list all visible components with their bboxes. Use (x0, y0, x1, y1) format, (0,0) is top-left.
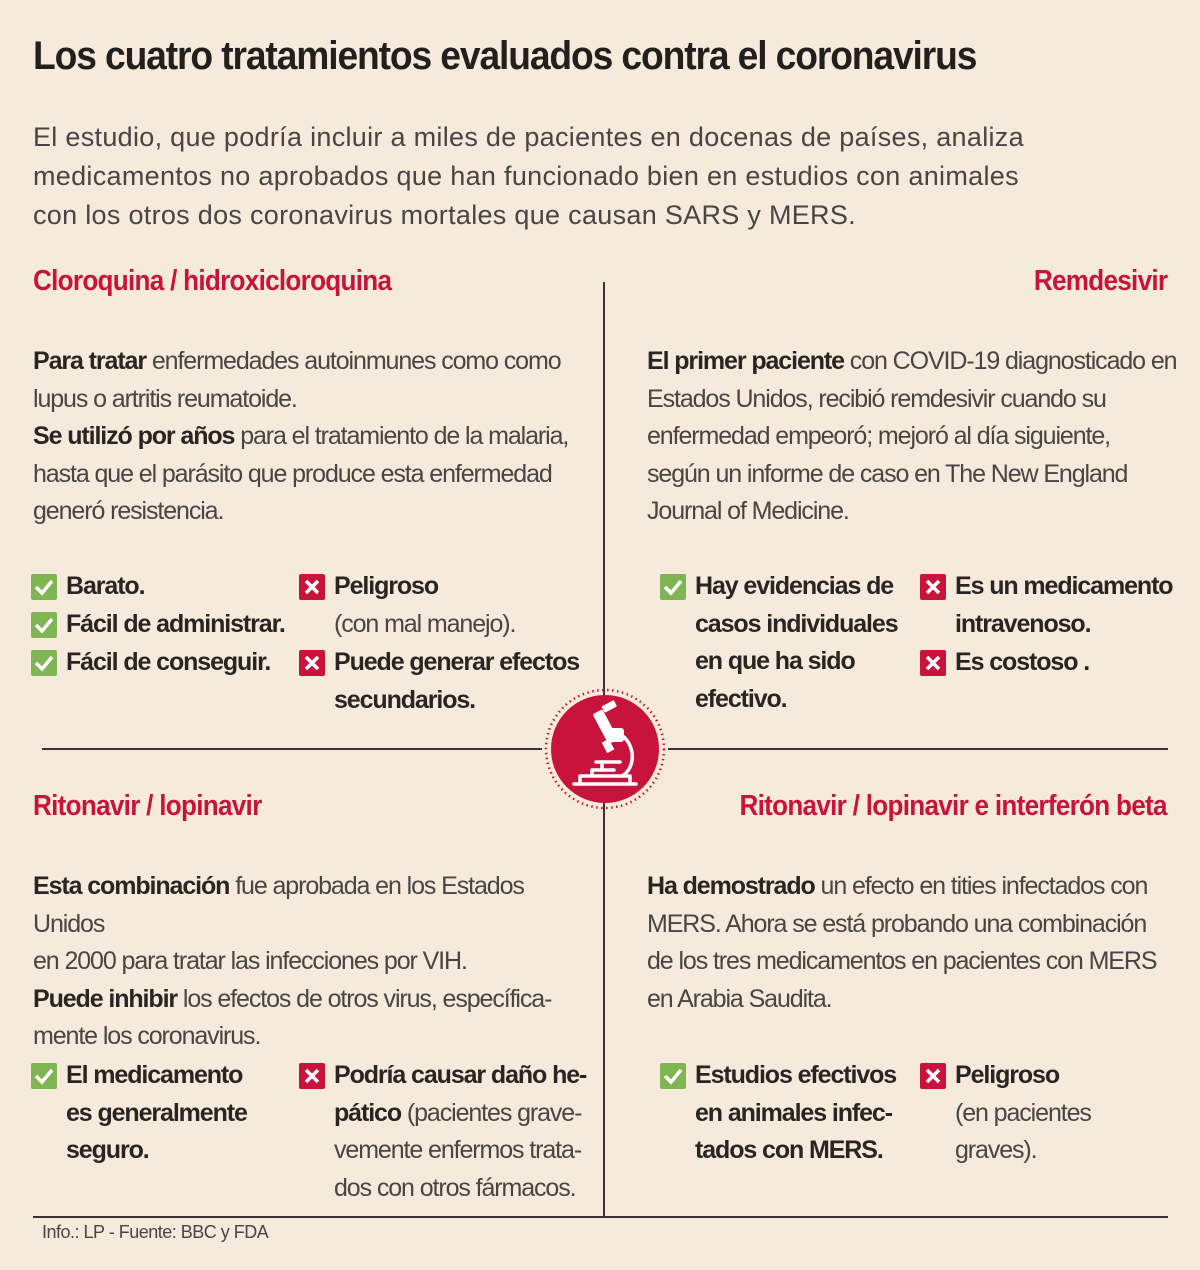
bottom-divider (33, 1216, 1168, 1218)
pro-text: en que ha sido (695, 647, 855, 675)
con-text: Peligroso (955, 1061, 1060, 1089)
check-icon (31, 1063, 57, 1089)
con-text: intravenoso. (955, 609, 1091, 638)
con-item (920, 644, 1089, 682)
desc-text: fue aprobada en los Estados Unidos (33, 872, 524, 938)
con-text: (con mal manejo). (334, 609, 516, 638)
check-icon (660, 1063, 686, 1089)
desc-text: enfermedades autoinmunes como como (145, 347, 561, 375)
intro-line: con los otros dos coronavirus mortales que causan SARS y MERS. (33, 200, 856, 230)
desc-text: en 2000 para tratar las infecciones por VIH. (33, 947, 467, 975)
cross-icon (299, 650, 325, 676)
pro-text: Hay evidencias de (695, 572, 894, 600)
con-text: Podría causar daño he- (334, 1061, 587, 1089)
pro-text: efectivo. (695, 684, 787, 713)
panel-title-ritonavir: Ritonavir / lopinavir (33, 790, 262, 822)
pro-item (31, 1057, 247, 1170)
desc-text: hasta que el parásito que produce esta enfermedad (33, 459, 552, 488)
desc-text: mente los coronavirus. (33, 1022, 261, 1050)
con-text: graves). (955, 1136, 1037, 1164)
desc-text: un efecto en tities infectados con (814, 872, 1148, 900)
con-text: (pacientes grave- (401, 1098, 582, 1127)
con-item (299, 644, 579, 719)
pro-item (660, 1057, 896, 1170)
pro-text: en animales infec- (695, 1098, 892, 1127)
cross-icon (920, 650, 946, 676)
con-text: Es un medicamento (955, 572, 1173, 600)
desc-text: generó resistencia. (33, 497, 224, 525)
desc-text: lupus o artritis reumatoide. (33, 384, 297, 413)
panel-title-remdesivir: Remdesivir (1033, 265, 1167, 297)
intro-line: medicamentos no aprobados que han funcionado bien en estudios con animales (33, 161, 1019, 191)
intro-line: El estudio, que podría incluir a miles de pacientes en docenas de países, analiza (33, 122, 1024, 152)
desc-bold: Esta combinación (33, 872, 230, 900)
pro-item (31, 568, 144, 606)
desc-text: con COVID-19 diagnosticado en (843, 347, 1177, 375)
pro-text: Fácil de conseguir. (66, 648, 271, 676)
panel-desc-remdesivir (647, 343, 1182, 531)
panel-title-interferon: Ritonavir / lopinavir e interferón beta (739, 790, 1167, 822)
desc-text: Estados Unidos, recibió remdesivir cuando su (647, 384, 1106, 413)
check-icon (31, 612, 57, 638)
pro-text: seguro. (66, 1136, 149, 1164)
pro-text: El medicamento (66, 1061, 243, 1089)
desc-text: enfermedad empeoró; mejoró al día siguiente, (647, 422, 1111, 450)
desc-text: Journal of Medicine. (647, 497, 849, 525)
desc-bold: Se utilizó por años (33, 422, 235, 450)
pro-item (660, 568, 898, 718)
cross-icon (920, 1063, 946, 1089)
pro-text: tados con MERS. (695, 1136, 883, 1164)
pro-item (31, 644, 270, 682)
con-text: Puede generar efectos (334, 648, 580, 676)
horizontal-divider-right (668, 748, 1168, 750)
panel-desc-cloroquina (33, 343, 593, 531)
desc-text: según un informe de caso en The New England (647, 459, 1128, 488)
pro-text: Estudios efectivos (695, 1061, 897, 1089)
page-title: Los cuatro tratamientos evaluados contra el coronavirus (33, 34, 977, 78)
con-text: Es costoso . (955, 648, 1090, 676)
pro-text: Barato. (66, 572, 145, 600)
con-text: vemente enfermos trata- (334, 1136, 582, 1164)
con-item (920, 1057, 1091, 1170)
desc-bold: Ha demostrado (647, 872, 815, 900)
panel-desc-ritonavir (33, 868, 593, 1056)
intro-text (33, 118, 1173, 235)
desc-text: de los tres medicamentos en pacientes con MERS (647, 947, 1157, 975)
desc-bold: Para tratar (33, 347, 146, 375)
check-icon (31, 650, 57, 676)
panel-desc-interferon (647, 868, 1182, 1018)
desc-bold: El primer paciente (647, 347, 844, 375)
microscope-icon (544, 688, 666, 810)
check-icon (660, 574, 686, 600)
pro-text: es generalmente (66, 1098, 247, 1127)
desc-text: MERS. Ahora se está probando una combinación (647, 909, 1147, 938)
con-text: pático (334, 1098, 402, 1127)
desc-text: los efectos de otros virus, específica- (177, 984, 552, 1013)
con-item (299, 1057, 586, 1207)
desc-text: en Arabia Saudita. (647, 984, 832, 1013)
desc-bold: Puede inhibir (33, 984, 178, 1013)
pro-text: casos individuales (695, 609, 898, 638)
desc-text: para el tratamiento de la malaria, (234, 422, 569, 450)
con-text: (en pacientes (955, 1098, 1091, 1127)
con-text: dos con otros fármacos. (334, 1173, 576, 1202)
con-item (299, 568, 515, 643)
cross-icon (299, 1063, 325, 1089)
pro-text: Fácil de administrar. (66, 610, 285, 638)
cross-icon (299, 574, 325, 600)
cross-icon (920, 574, 946, 600)
source-credit: Info.: LP - Fuente: BBC y FDA (42, 1222, 269, 1242)
check-icon (31, 574, 57, 600)
horizontal-divider-left (42, 748, 542, 750)
con-item (920, 568, 1172, 643)
panel-title-cloroquina: Cloroquina / hidroxicloroquina (33, 265, 392, 297)
con-text: secundarios. (334, 685, 476, 714)
microscope-emblem (544, 688, 666, 810)
pro-item (31, 606, 285, 644)
con-text: Peligroso (334, 572, 439, 600)
